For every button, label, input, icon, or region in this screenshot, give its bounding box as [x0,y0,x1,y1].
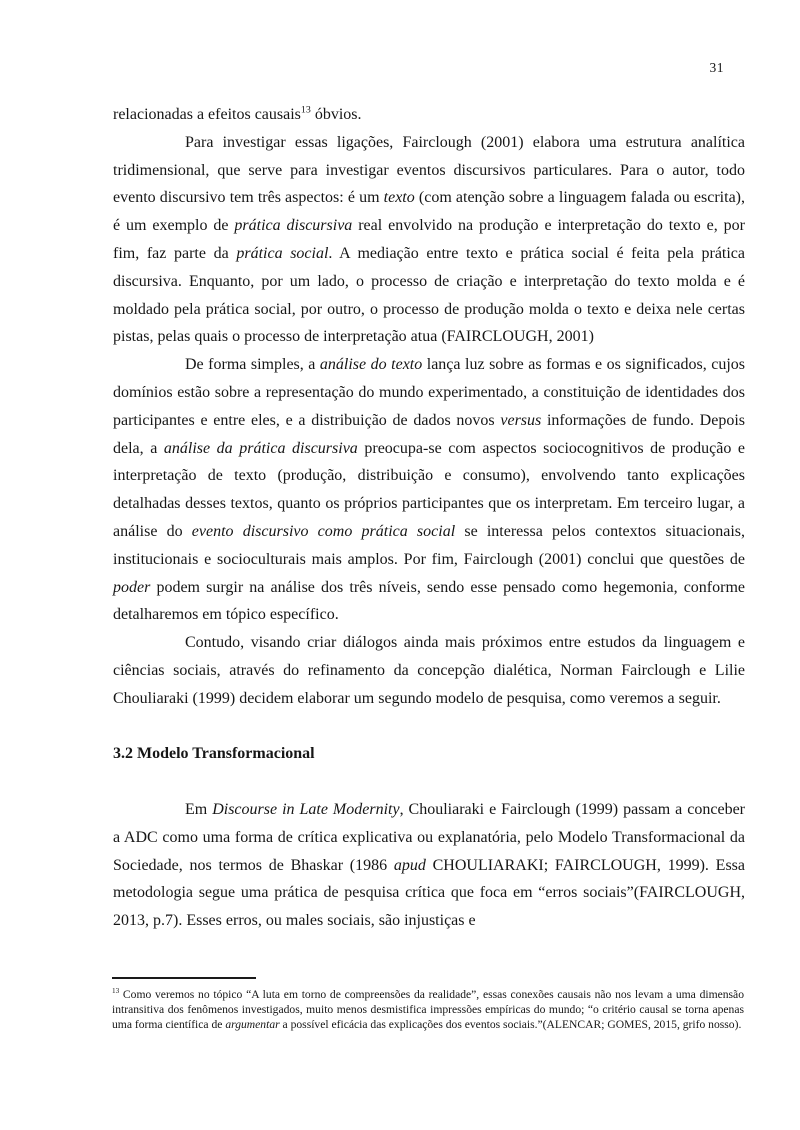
paragraph-continuation: relacionadas a efeitos causais$^{13}$ óbvios. [113,104,362,123]
page-number: 31 [709,60,724,75]
paragraph: De forma simples, a análise do texto lança luz sobre as formas e os significados, cujos domínios estão sobre a representação do mundo experimentado, a constituição de identidades dos participantes e entre eles, e a distribuição de dados novos versus informações de fundo. Depois dela, a análise da prática discursiva preocupa-se com aspectos sociocognitivos de produção e interpretação de texto (produção, distribuição e consumo), envolvendo tanto explicações detalhadas desses textos, quanto os próprios participantes que os interpretam. Em terceiro lugar, a análise do evento discursivo como prática social se interessa pelos contextos situacionais, institucionais e socioculturais mais amplos. Por fim, Fairclough (2001) conclui que questões de poder podem surgir na análise dos três níveis, sendo esse pensado como hegemonia, conforme detalharemos em tópico específico. [113,356,746,624]
paragraph: Para investigar essas ligações, Fairclough (2001) elabora uma estrutura analítica tridimensional, que serve para investigar eventos discursivos particulares. Para o autor, todo evento discursivo tem três aspectos: é um texto (com atenção sobre a linguagem falada ou escrita), é um exemplo de prática discursiva real envolvido na produção e interpretação do texto e, por fim, faz parte da prática social. A mediação entre texto e prática social é feita pela prática discursiva. Enquanto, por um lado, o processo de criação e interpretação do texto molda e é moldado pela prática social, por outro, o processo de produção molda o texto e deixa nele certas pistas, pelas quais o processo de interpretação atua (FAIRCLOUGH, 2001) [113,133,746,346]
page-body [113,101,745,935]
paragraph: Em Discourse in Late Modernity, Chouliaraki e Fairclough (1999) passam a conceber a ADC como uma forma de crítica explicativa ou explanatória, pelo Modelo Transformacional da Sociedade, nos termos de Bhaskar (1986 apud CHOULIARAKI; FAIRCLOUGH, 1999). Essa metodologia segue uma prática de pesquisa crítica que foca em “erros sociais”(FAIRCLOUGH, 2013, p.7). Esses erros, ou males sociais, são injustiças e [113,800,746,930]
footnote-text: $^{13}$ Como veremos no tópico “A luta em torno de compreensões da realidade”, essas conexões causais não nos levam a uma dimensão intransitiva dos fenômenos investigados, muito menos desmistifica impressões empíricas do mundo; “o critério causal se torna apenas uma forma científica de argumentar a possível eficácia das explicações dos eventos sociais.”(ALENCAR; GOMES, 2015, grifo nosso). [112,987,744,1032]
section-heading: 3.2 Modelo Transformacional [113,745,315,763]
footnote-area [112,977,744,1033]
footnote-separator [112,977,256,979]
paragraph: Contudo, visando criar diálogos ainda mais próximos entre estudos da linguagem e ciências sociais, através do refinamento da concepção dialética, Norman Fairclough e Lilie Chouliaraki (1999) decidem elaborar um segundo modelo de pesquisa, como veremos a seguir. [113,634,745,707]
